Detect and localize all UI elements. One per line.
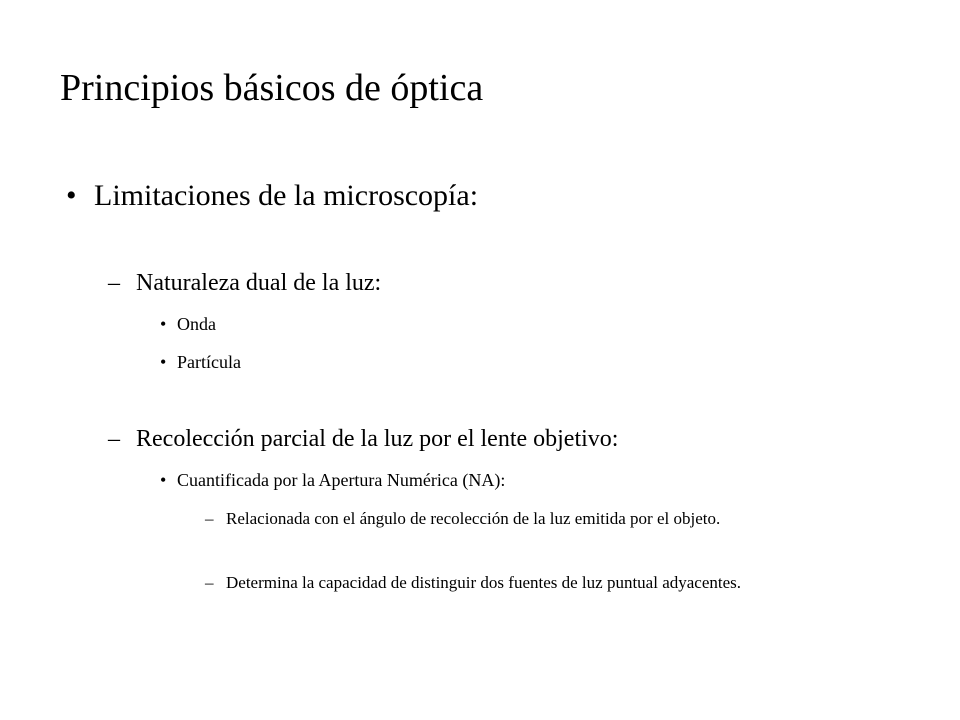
bullet-icon: • bbox=[66, 179, 77, 212]
list-item-numerical-aperture: Cuantificada por la Apertura Numérica (NA): bbox=[177, 470, 506, 490]
detail-item-angle: Relacionada con el ángulo de recolección de la luz emitida por el objeto. bbox=[226, 509, 721, 528]
bullet-icon: • bbox=[160, 352, 167, 372]
sub-heading-dual-nature: Naturaleza dual de la luz: bbox=[136, 270, 382, 296]
level1-bullet-text: Limitaciones de la microscopía: bbox=[94, 179, 479, 212]
list-item-particula: Partícula bbox=[177, 352, 241, 372]
dash-icon: – bbox=[205, 509, 214, 528]
bullet-icon: • bbox=[160, 470, 167, 490]
dash-icon: – bbox=[108, 426, 120, 452]
dash-icon: – bbox=[205, 573, 214, 592]
slide-title: Principios básicos de óptica bbox=[60, 67, 484, 109]
dash-icon: – bbox=[108, 270, 120, 296]
list-item-onda: Onda bbox=[177, 314, 216, 334]
sub-heading-partial-collection: Recolección parcial de la luz por el lente objetivo: bbox=[136, 426, 619, 452]
bullet-icon: • bbox=[160, 314, 167, 334]
detail-item-resolution: Determina la capacidad de distinguir dos fuentes de luz puntual adyacentes. bbox=[226, 573, 742, 592]
